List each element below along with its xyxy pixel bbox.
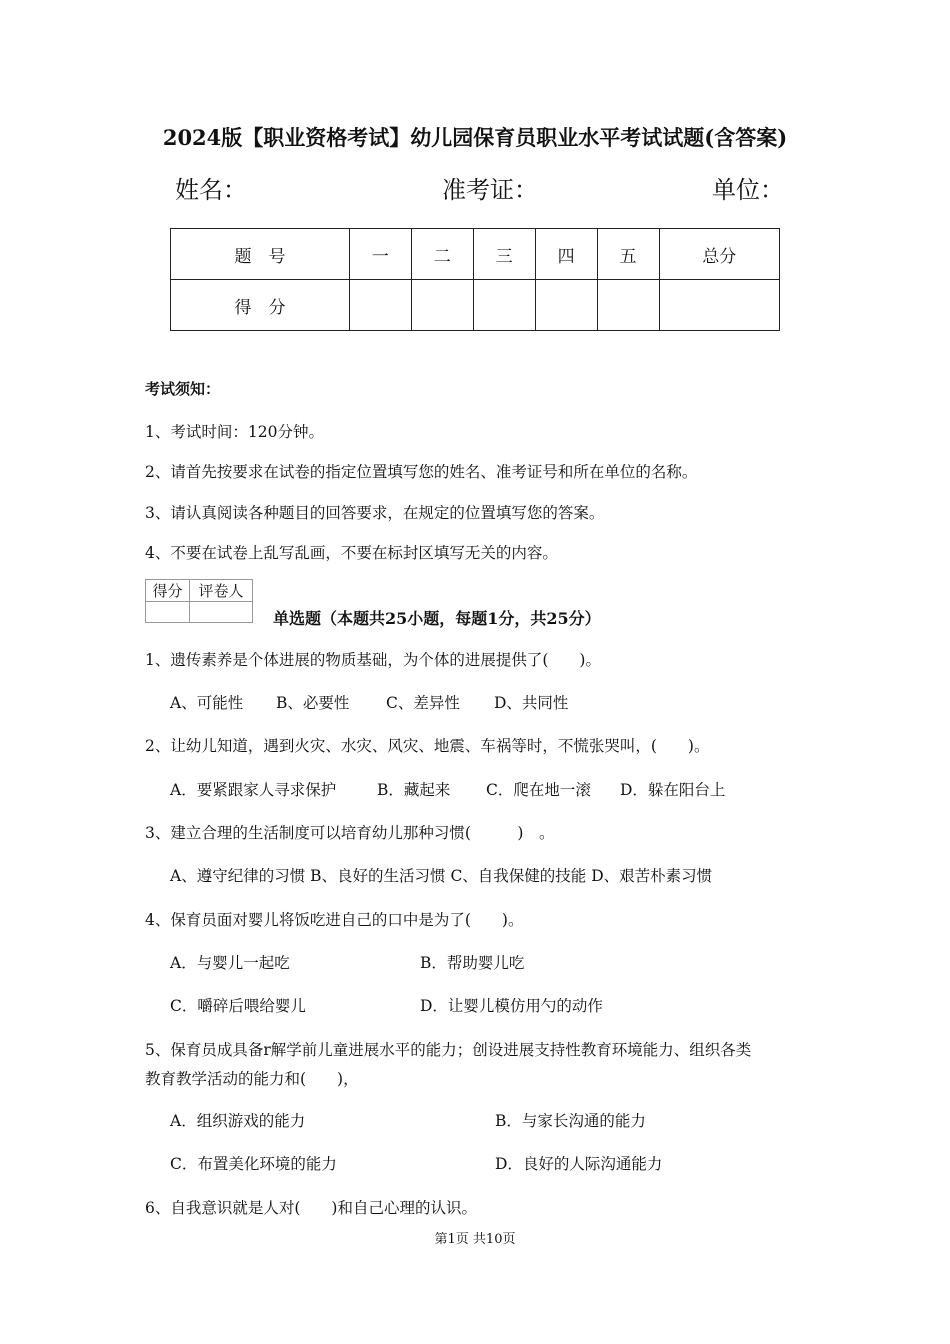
score-cell[interactable]: [411, 280, 473, 331]
question-option: B、必要性: [276, 694, 350, 712]
score-cell[interactable]: [659, 280, 779, 331]
question-option: D、共同性: [494, 694, 569, 712]
question-option: A．组织游戏的能力: [170, 1112, 306, 1130]
notice-item: 1、考试时间：120分钟。: [145, 423, 324, 441]
grader-score-label: 得分: [146, 580, 190, 602]
question-option: B．帮助婴儿吃: [420, 954, 525, 972]
grader-reviewer-label: 评卷人: [190, 580, 253, 602]
question-stem-continued: 教育教学活动的能力和( )，: [145, 1070, 359, 1088]
score-table-header-row: [171, 229, 780, 280]
notice-item: 3、请认真阅读各种题目的回答要求，在规定的位置填写您的答案。: [145, 504, 605, 522]
question-stem: 1、遗传素养是个体进展的物质基础，为个体的进展提供了( )。: [145, 651, 601, 669]
question-option: C．嚼碎后喂给婴儿: [170, 997, 306, 1015]
section-title: 单选题（本题共25小题，每题1分，共25分）: [273, 609, 601, 628]
question-option: D．让婴儿模仿用勺的动作: [420, 997, 603, 1015]
ticket-field-label: 准考证：: [442, 176, 538, 204]
score-table: [170, 228, 780, 331]
question-option: D．躲在阳台上: [620, 781, 726, 799]
question-stem: 6、自我意识就是人对( )和自己心理的认识。: [145, 1199, 477, 1217]
grader-box: [145, 579, 253, 623]
question-stem: 5、保育员成具备r解学前儿童进展水平的能力；创设进展支持性教育环境能力、组织各类: [145, 1041, 752, 1059]
score-header-cell: 二: [411, 229, 473, 280]
question-option: B．与家长沟通的能力: [495, 1112, 646, 1130]
page-footer: 第1页 共10页: [434, 1232, 516, 1247]
question-option: B．藏起来: [377, 781, 451, 799]
name-field-label: 姓名：: [175, 176, 247, 204]
question-option: D．良好的人际沟通能力: [495, 1155, 663, 1173]
question-option: A．与婴儿一起吃: [170, 954, 290, 972]
question-option: A．要紧跟家人寻求保护: [170, 781, 337, 799]
question-option: C、差异性: [386, 694, 460, 712]
score-cell[interactable]: [597, 280, 659, 331]
score-header-cell: 四: [535, 229, 597, 280]
notice-heading: 考试须知：: [145, 380, 221, 398]
unit-field-label: 单位：: [712, 176, 784, 204]
score-header-cell: 五: [597, 229, 659, 280]
score-header-cell: 三: [473, 229, 535, 280]
question-option: C．爬在地一滚: [486, 781, 591, 799]
score-cell[interactable]: [535, 280, 597, 331]
question-stem: 4、保育员面对婴儿将饭吃进自己的口中是为了( )。: [145, 911, 524, 929]
question-option: C．布置美化环境的能力: [170, 1155, 337, 1173]
question-stem: 3、建立合理的生活制度可以培育幼儿那种习惯( ) 。: [145, 824, 555, 842]
notice-item: 4、不要在试卷上乱写乱画，不要在标封区填写无关的内容。: [145, 544, 558, 562]
question-stem: 2、让幼儿知道，遇到火灾、水灾、风灾、地震、车祸等时，不慌张哭叫，( )。: [145, 737, 710, 755]
score-cell[interactable]: [473, 280, 535, 331]
score-table-score-row: [171, 280, 780, 331]
grader-reviewer-cell[interactable]: [190, 602, 253, 623]
question-option: A、可能性: [170, 694, 244, 712]
score-header-cell: 题 号: [171, 229, 350, 280]
score-cell[interactable]: [349, 280, 411, 331]
score-header-cell: 总分: [659, 229, 779, 280]
page-title: 2024版【职业资格考试】幼儿园保育员职业水平考试试题(含答案): [162, 125, 788, 150]
question-option: A、遵守纪律的习惯 B、良好的生活习惯 C、自我保健的技能 D、艰苦朴素习惯: [170, 867, 713, 885]
score-header-cell: 一: [349, 229, 411, 280]
score-row-label: 得 分: [171, 280, 350, 331]
grader-score-cell[interactable]: [146, 602, 190, 623]
notice-item: 2、请首先按要求在试卷的指定位置填写您的姓名、准考证号和所在单位的名称。: [145, 463, 698, 481]
